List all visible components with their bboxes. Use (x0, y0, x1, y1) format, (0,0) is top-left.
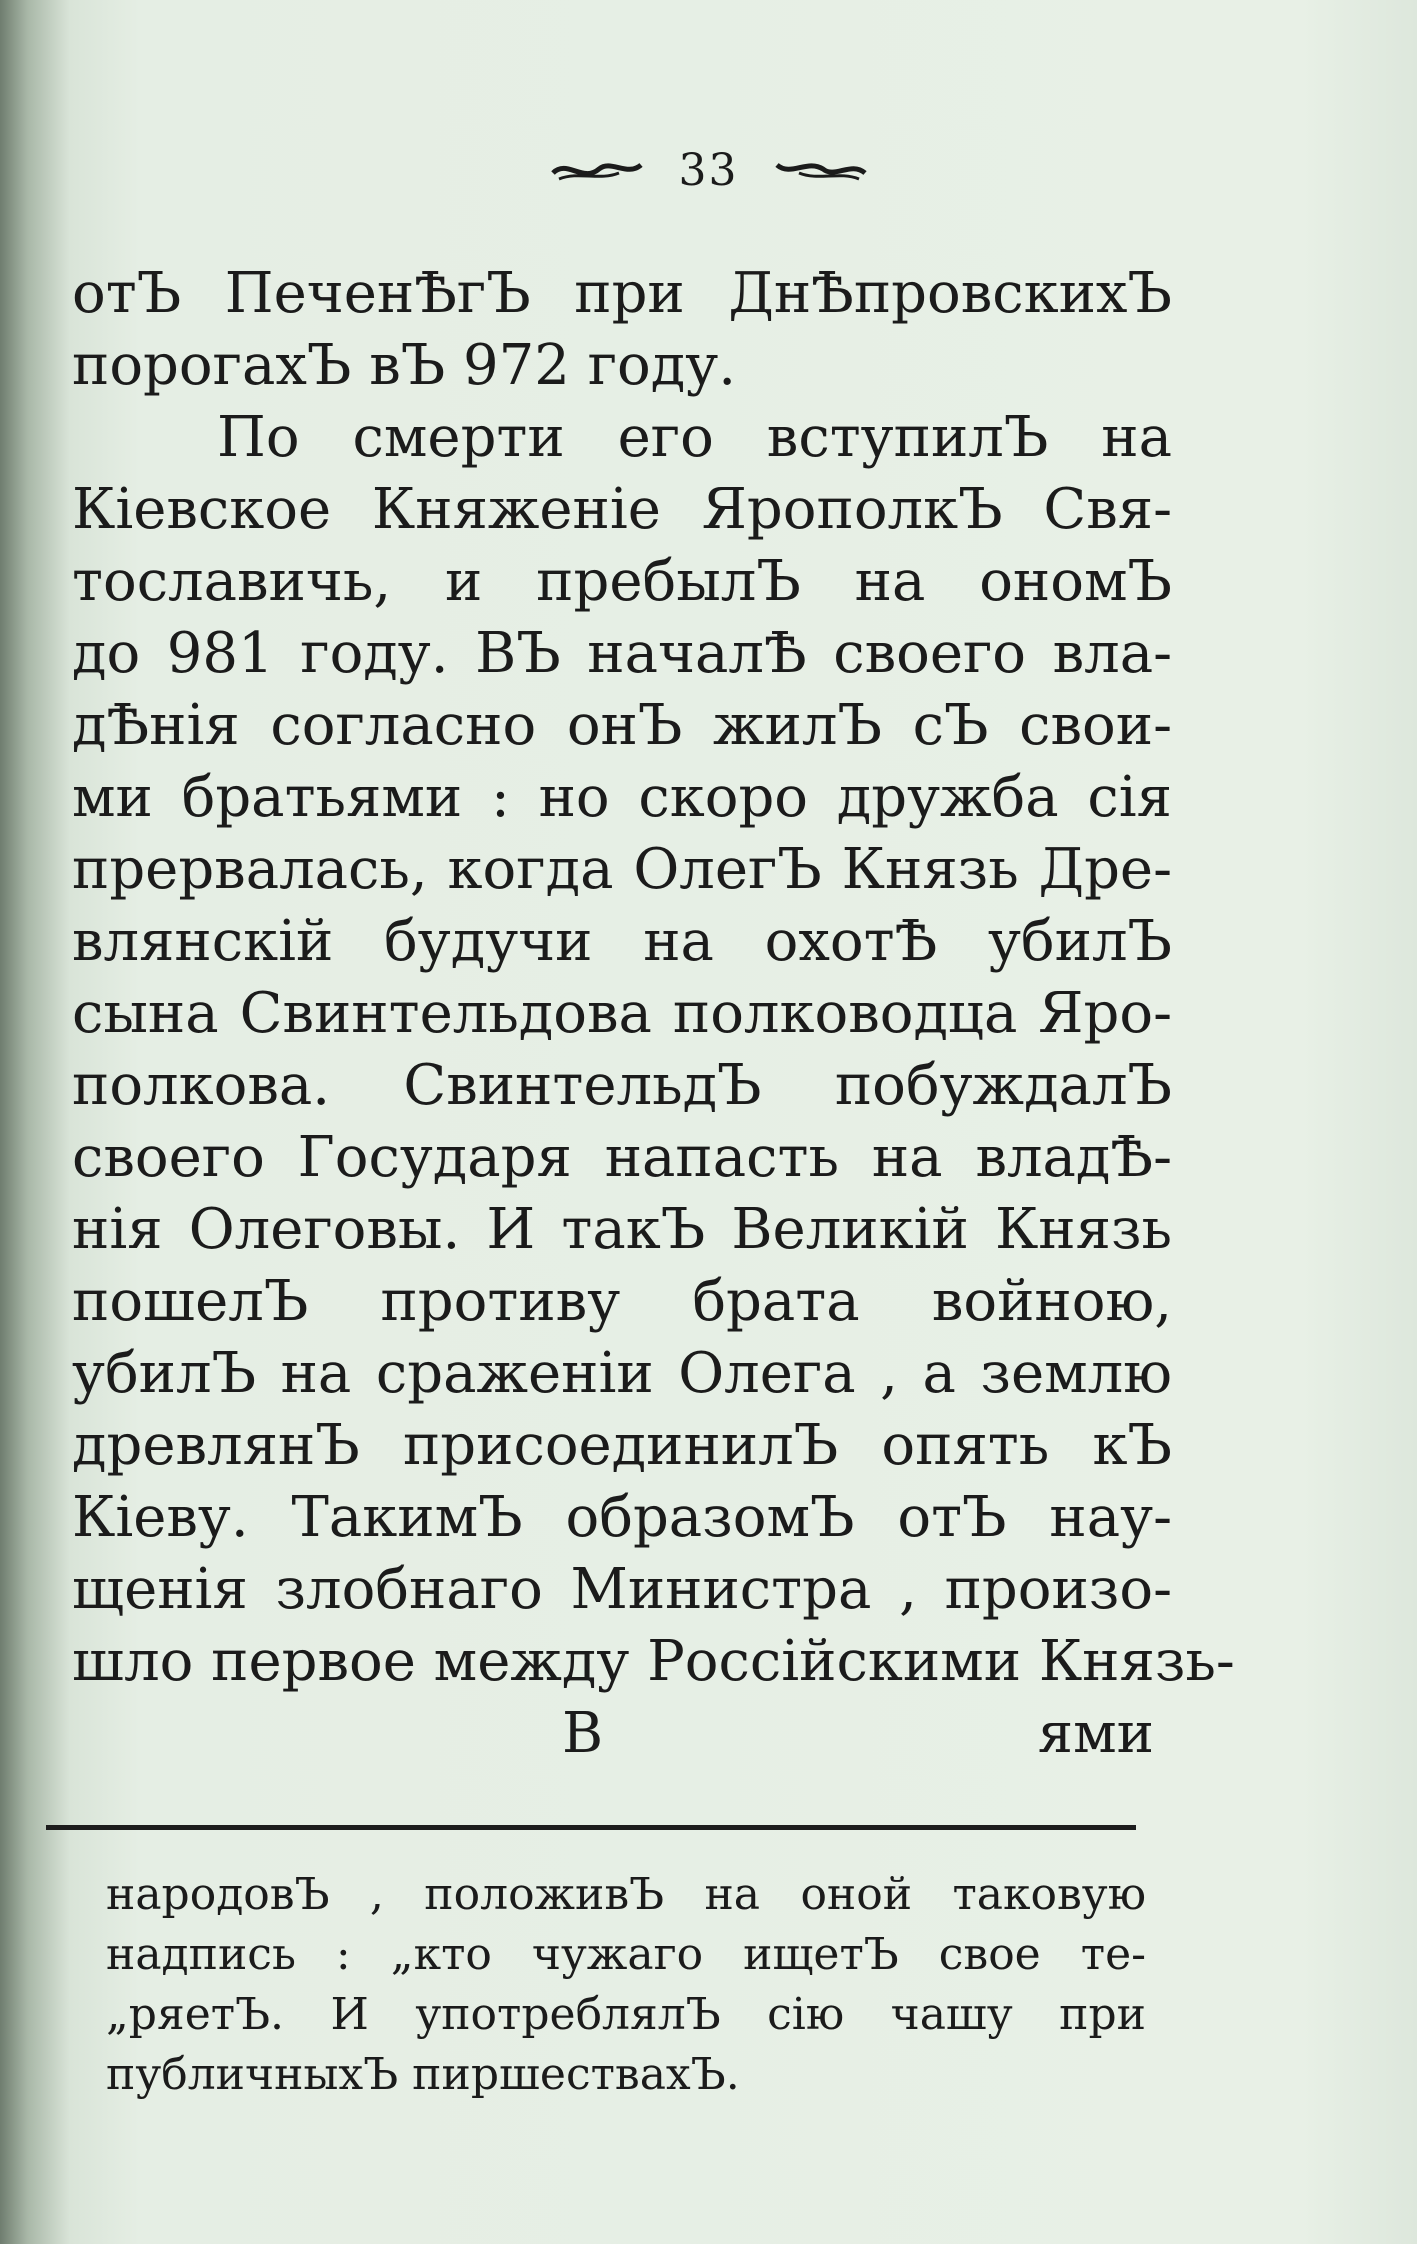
text-line: убилЪ на сраженiи Олега , а землю (72, 1341, 1172, 1406)
footnote-line: народовЪ , положивЪ на оной таковую (106, 1869, 1146, 1920)
text-line: полкова. СвинтельдЪ побуждалЪ (72, 1053, 1172, 1118)
text-line: шло первое между Россiйскими Князь- (72, 1629, 1235, 1694)
signature-mark: В (562, 1701, 604, 1766)
text-line: влянскiй будучи на охотѢ убилЪ (72, 909, 1172, 974)
text-line: По смерти его вступилЪ на (217, 405, 1172, 470)
text-line: ми братьями : но скоро дружба сiя (72, 765, 1172, 830)
text-line: древлянЪ присоединилЪ опять кЪ (72, 1413, 1172, 1478)
text-line: отЪ ПеченѢгЪ при ДнѢпровскихЪ (72, 261, 1172, 326)
text-line: щенiя злобнаго Министра , произо- (72, 1557, 1172, 1622)
text-line: Кiеву. ТакимЪ образомЪ отЪ нау- (72, 1485, 1172, 1550)
footnote-divider (46, 1825, 1136, 1830)
text-line: пошелЪ противу брата войною, (72, 1269, 1172, 1334)
text-line: дѢнiя согласно онЪ жилЪ сЪ свои- (72, 693, 1172, 758)
catchword: ями (1037, 1701, 1154, 1766)
page-footer (72, 1698, 1172, 1770)
text-line: до 981 году. ВЪ началѢ своего вла- (72, 621, 1172, 686)
text-line: Кiевское Княженiе ЯрополкЪ Свя- (72, 477, 1172, 542)
right-ornament-icon (773, 155, 869, 185)
text-line: тославичь, и пребылЪ на ономЪ (72, 549, 1172, 614)
left-ornament-icon (549, 155, 645, 185)
text-line: прервалась, когда ОлегЪ Князь Дре- (72, 837, 1172, 902)
footnote-line: „ряетЪ. И употреблялЪ сiю чашу при (106, 1989, 1146, 2040)
footnote-line: надпись : „кто чужаго ищетЪ свое те- (106, 1929, 1146, 1980)
footnote-text (106, 1865, 1146, 2105)
page-header (0, 140, 1417, 200)
page-number: 33 (678, 144, 739, 196)
footnote-line: публичныхЪ пиршествахЪ. (106, 2049, 740, 2100)
text-line: порогахЪ вЪ 972 году. (72, 333, 736, 398)
text-line: нiя Олеговы. И такЪ Великiй Князь (72, 1197, 1172, 1262)
text-line: своего Государя напасть на владѢ- (72, 1125, 1172, 1190)
text-line: сына Свинтельдова полководца Яро- (72, 981, 1172, 1046)
main-text (72, 258, 1235, 1770)
